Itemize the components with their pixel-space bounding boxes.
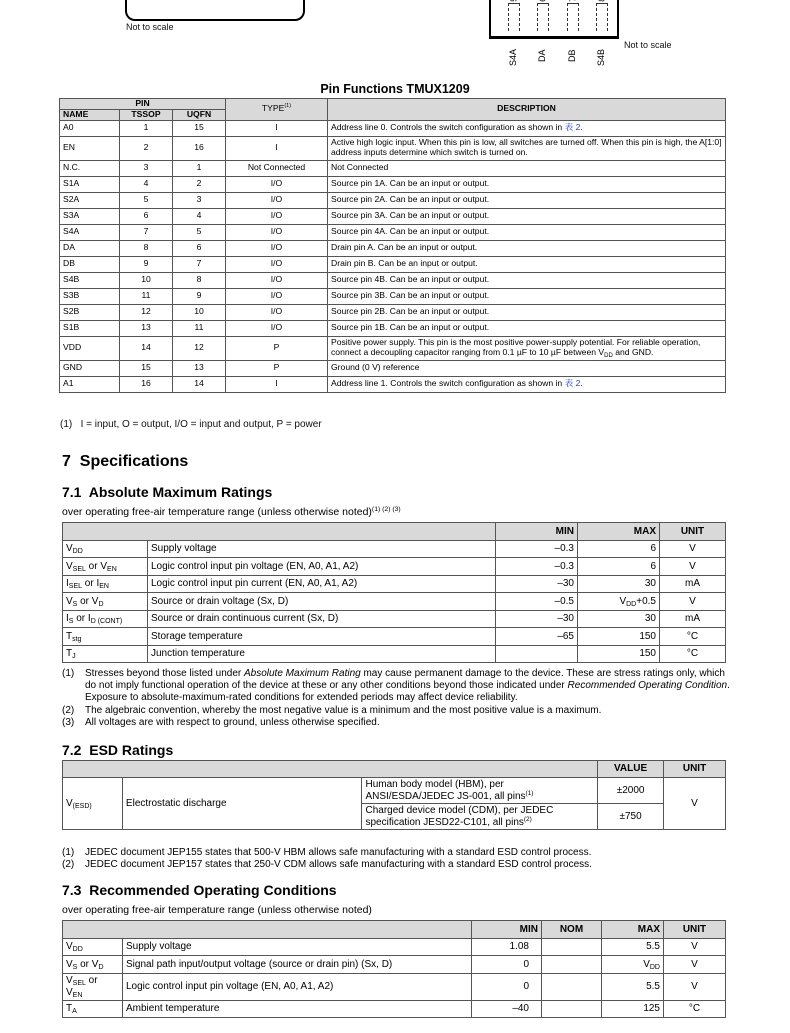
pin-type: I/O <box>226 288 328 304</box>
pin-description: Ground (0 V) reference <box>328 360 726 376</box>
pin-type: I/O <box>226 320 328 336</box>
unit: V <box>660 558 726 576</box>
nom-value <box>542 973 602 1000</box>
pin-leg-icon <box>596 3 608 31</box>
pin-type: I <box>226 136 328 160</box>
min-value: –0.5 <box>496 593 578 611</box>
package-diagram-left <box>125 0 305 21</box>
parameter: Logic control input pin current (EN, A0, A1, A2) <box>148 575 496 593</box>
pin-description: Source pin 2B. Can be an input or output. <box>328 304 726 320</box>
parameter: Storage temperature <box>148 628 496 646</box>
max-value: $V_{DD}+0.5$ <box>578 593 660 611</box>
parameter: Supply voltage <box>148 540 496 558</box>
pin-type: I/O <box>226 224 328 240</box>
table-row <box>60 240 726 256</box>
pin-uqfn: 4 <box>173 208 226 224</box>
pin-type: P <box>226 360 328 376</box>
symbol: $T_J$ <box>63 645 148 663</box>
symbol: $T_A$ <box>63 1000 123 1018</box>
footnote: (2) The algebraic convention, whereby the most negative value is a minimum and the most positive value is a maximum. <box>62 704 602 716</box>
unit: mA <box>660 610 726 628</box>
max-value: 150 <box>578 628 660 646</box>
table-link[interactable]: 表 2 <box>564 122 581 133</box>
footnote: (2) JEDEC document JEP157 states that 250-V CDM allows safe manufacturing with a standard ESD control process. <box>62 859 592 871</box>
not-to-scale-note-right: Not to scale <box>624 40 672 50</box>
section-heading-amr: 7.1 Absolute Maximum Ratings <box>62 484 273 500</box>
table-row <box>63 593 726 611</box>
pin-description: Source pin 2A. Can be an input or output. <box>328 192 726 208</box>
max-value: 125 <box>602 1000 664 1018</box>
header-nom: NOM <box>542 921 602 939</box>
pin-name: A1 <box>60 376 120 392</box>
pin-type: P <box>226 336 328 360</box>
amr-subtitle: over operating free-air temperature range (unless otherwise noted)$^{(1) (2) (3)}$ <box>62 506 401 518</box>
header-unit: UNIT <box>660 523 726 541</box>
pin-tssop: 13 <box>120 320 173 336</box>
pin-description: Not Connected <box>328 160 726 176</box>
roc-subtitle: over operating free-air temperature range (unless otherwise noted) <box>62 904 372 916</box>
pin-label-s4a: S4A <box>508 48 518 66</box>
table-row <box>60 256 726 272</box>
max-value: 150 <box>578 645 660 663</box>
pin-functions-table <box>59 98 726 393</box>
pin-tssop: 4 <box>120 176 173 192</box>
table-row <box>63 778 726 804</box>
pin-type: I <box>226 376 328 392</box>
max-value: 30 <box>578 610 660 628</box>
parameter: Logic control input pin voltage (EN, A0, A1, A2) <box>148 558 496 576</box>
pin-name: EN <box>60 136 120 160</box>
absolute-maximum-ratings-table <box>62 522 726 663</box>
symbol: $T_{stg}$ <box>63 628 148 646</box>
header-min: MIN <box>496 523 578 541</box>
header-min: MIN <box>472 921 542 939</box>
pin-description: Source pin 3A. Can be an input or output. <box>328 208 726 224</box>
unit: °C <box>660 628 726 646</box>
table-row <box>63 956 726 974</box>
parameter: Ambient temperature <box>123 1000 472 1018</box>
pin-uqfn: 2 <box>173 176 226 192</box>
pin-name: DB <box>60 256 120 272</box>
parameter: Logic control input pin voltage (EN, A0, A1, A2) <box>123 973 472 1000</box>
table-row <box>60 192 726 208</box>
pin-description: Source pin 3B. Can be an input or output. <box>328 288 726 304</box>
footnote: (1) Stresses beyond those listed under Absolute Maximum Rating may cause permanent damage to the device. These are stress ratings only, which do not imply functional operation of the device at these or any other conditions beyond those indicated under Recommended Operating Condition. Exposure to absolute-maximum-rated conditions for extended periods may affect device reliability. <box>62 668 730 704</box>
unit: V <box>660 593 726 611</box>
pin-leg-icon <box>567 3 579 31</box>
esd-condition: Charged device model (CDM), per JEDEC specification JESD22-C101, all pins$^{(2)}$ <box>362 804 598 830</box>
esd-footnotes <box>62 847 732 871</box>
esd-value: ±2000 <box>598 778 664 804</box>
pin-description: Positive power supply. This pin is the most positive power-supply potential. For reliable operation, connect a decoupling capacitor ranging from 0.1 µF to 10 µF between $V_{DD}$ and GND. <box>328 336 726 360</box>
pin-tssop: 10 <box>120 272 173 288</box>
nom-value <box>542 938 602 956</box>
nom-value <box>542 1000 602 1018</box>
pin-type: I/O <box>226 208 328 224</box>
min-value: 1.08 <box>472 938 542 956</box>
pin-tssop: 5 <box>120 192 173 208</box>
table-row <box>63 610 726 628</box>
pin-name: S3A <box>60 208 120 224</box>
pin-tssop: 16 <box>120 376 173 392</box>
pin-uqfn: 8 <box>173 272 226 288</box>
pin-name: N.C. <box>60 160 120 176</box>
min-value: 0 <box>472 973 542 1000</box>
pin-label-db: DB <box>567 49 577 62</box>
pin-name: S1B <box>60 320 120 336</box>
table-row <box>63 938 726 956</box>
pin-name: VDD <box>60 336 120 360</box>
pin-tssop: 9 <box>120 256 173 272</box>
table-row <box>60 176 726 192</box>
amr-footnotes <box>62 668 732 729</box>
min-value: –30 <box>496 610 578 628</box>
parameter: Source or drain voltage (Sx, D) <box>148 593 496 611</box>
pin-name: S1A <box>60 176 120 192</box>
pin-type: I/O <box>226 240 328 256</box>
pin-uqfn: 7 <box>173 256 226 272</box>
pin-description: Source pin 1B. Can be an input or output. <box>328 320 726 336</box>
table-row <box>60 136 726 160</box>
esd-symbol: $V_{(ESD)}$ <box>63 778 123 830</box>
pin-type: I/O <box>226 256 328 272</box>
pin-name: A0 <box>60 120 120 136</box>
unit: °C <box>660 645 726 663</box>
footnote: (1) JEDEC document JEP155 states that 500-V HBM allows safe manufacturing with a standard ESD control process. <box>62 847 592 858</box>
pin-functions-title: Pin Functions TMUX1209 <box>320 82 470 96</box>
max-value: 6 <box>578 540 660 558</box>
min-value: –40 <box>472 1000 542 1018</box>
header-max: MAX <box>602 921 664 939</box>
pin-uqfn: 16 <box>173 136 226 160</box>
min-value: –0.3 <box>496 558 578 576</box>
pin-tssop: 2 <box>120 136 173 160</box>
table-row <box>63 628 726 646</box>
pin-description: Address line 1. Controls the switch configuration as shown in 表 2. <box>328 376 726 392</box>
pin-leg-icon <box>508 3 520 31</box>
table-link[interactable]: 表 2 <box>564 378 581 389</box>
pin-leg-icon <box>537 3 549 31</box>
symbol: $V_{SEL}$ or $V_{EN}$ <box>63 973 123 1000</box>
pin-description: Drain pin B. Can be an input or output. <box>328 256 726 272</box>
pin-label-da: DA <box>537 49 547 62</box>
pin-uqfn: 13 <box>173 360 226 376</box>
table-row <box>63 973 726 1000</box>
max-value: 6 <box>578 558 660 576</box>
footnote: (3) All voltages are with respect to ground, unless otherwise specified. <box>62 716 380 728</box>
pin-uqfn: 3 <box>173 192 226 208</box>
esd-unit: V <box>664 778 726 830</box>
pin-description: Active high logic input. When this pin is low, all switches are turned off. When this pin is high, the A[1:0] address inputs determine which switch is turned on. <box>328 136 726 160</box>
pin-type: I <box>226 120 328 136</box>
pin-description: Source pin 1A. Can be an input or output. <box>328 176 726 192</box>
table-row <box>60 224 726 240</box>
pin-name: S2A <box>60 192 120 208</box>
pin-tssop: 8 <box>120 240 173 256</box>
min-value: –65 <box>496 628 578 646</box>
symbol: $V_S$ or $V_D$ <box>63 593 148 611</box>
pin-tssop: 11 <box>120 288 173 304</box>
header-pin: PIN <box>60 99 226 110</box>
unit: mA <box>660 575 726 593</box>
table-row <box>60 272 726 288</box>
table-row <box>60 120 726 136</box>
max-value: $V_{DD}$ <box>602 956 664 974</box>
esd-ratings-table <box>62 760 726 830</box>
table-row <box>60 288 726 304</box>
pin-description: Address line 0. Controls the switch configuration as shown in 表 2. <box>328 120 726 136</box>
pin-uqfn: 1 <box>173 160 226 176</box>
pin-tssop: 14 <box>120 336 173 360</box>
recommended-operating-conditions-table <box>62 920 726 1018</box>
pin-name: GND <box>60 360 120 376</box>
header-tssop: TSSOP <box>120 109 173 120</box>
pin-type: I/O <box>226 192 328 208</box>
section-heading-specifications: 7 Specifications <box>62 453 189 470</box>
pin-tssop: 7 <box>120 224 173 240</box>
pin-type: Not Connected <box>226 160 328 176</box>
pin-name: S2B <box>60 304 120 320</box>
pin-name: S4A <box>60 224 120 240</box>
pin-label-s4b: S4B <box>596 48 606 66</box>
parameter: Source or drain continuous current (Sx, D) <box>148 610 496 628</box>
header-value: VALUE <box>598 761 664 778</box>
pin-uqfn: 12 <box>173 336 226 360</box>
table-row <box>60 208 726 224</box>
esd-parameter: Electrostatic discharge <box>122 778 362 830</box>
pin-tssop: 6 <box>120 208 173 224</box>
pin-uqfn: 10 <box>173 304 226 320</box>
pin-name: S4B <box>60 272 120 288</box>
header-unit: UNIT <box>664 761 726 778</box>
table-row <box>63 1000 726 1018</box>
table-row <box>63 540 726 558</box>
table-row <box>60 304 726 320</box>
pin-type: I/O <box>226 304 328 320</box>
symbol: $V_{SEL}$ or $V_{EN}$ <box>63 558 148 576</box>
pin-tssop: 1 <box>120 120 173 136</box>
not-to-scale-note-left: Not to scale <box>126 22 174 32</box>
header-max: MAX <box>578 523 660 541</box>
package-diagram-right <box>489 0 619 39</box>
symbol: $V_{DD}$ <box>63 938 123 956</box>
section-heading-esd: 7.2 ESD Ratings <box>62 742 174 758</box>
header-type: TYPE$^{(1)}$ <box>226 99 328 121</box>
pin-description: Drain pin A. Can be an input or output. <box>328 240 726 256</box>
pin-type: I/O <box>226 272 328 288</box>
min-value <box>496 645 578 663</box>
table-row <box>60 160 726 176</box>
header-name: NAME <box>60 109 120 120</box>
unit: V <box>664 938 726 956</box>
header-uqfn: UQFN <box>173 109 226 120</box>
min-value: 0 <box>472 956 542 974</box>
pin-description: Source pin 4B. Can be an input or output. <box>328 272 726 288</box>
table-row <box>60 376 726 392</box>
pin-tssop: 12 <box>120 304 173 320</box>
table-row <box>63 575 726 593</box>
unit: °C <box>664 1000 726 1018</box>
max-value: 5.5 <box>602 938 664 956</box>
min-value: –0.3 <box>496 540 578 558</box>
symbol: $I_{SEL}$ or $I_{EN}$ <box>63 575 148 593</box>
pin-description: Source pin 4A. Can be an input or output. <box>328 224 726 240</box>
pin-uqfn: 15 <box>173 120 226 136</box>
esd-condition: Human body model (HBM), per ANSI/ESDA/JEDEC JS-001, all pins$^{(1)}$ <box>362 778 598 804</box>
table-row <box>60 360 726 376</box>
pin-uqfn: 9 <box>173 288 226 304</box>
pin-uqfn: 14 <box>173 376 226 392</box>
pin-uqfn: 11 <box>173 320 226 336</box>
pin-table-footnote: (1) I = input, O = output, I/O = input and output, P = power <box>60 419 322 430</box>
table-row <box>63 558 726 576</box>
pin-tssop: 3 <box>120 160 173 176</box>
header-description: DESCRIPTION <box>328 99 726 121</box>
unit: V <box>664 973 726 1000</box>
parameter: Signal path input/output voltage (source or drain pin) (Sx, D) <box>123 956 472 974</box>
pin-tssop: 15 <box>120 360 173 376</box>
max-value: 30 <box>578 575 660 593</box>
pin-type: I/O <box>226 176 328 192</box>
max-value: 5.5 <box>602 973 664 1000</box>
symbol: $V_S$ or $V_D$ <box>63 956 123 974</box>
nom-value <box>542 956 602 974</box>
section-heading-roc: 7.3 Recommended Operating Conditions <box>62 882 337 898</box>
table-row <box>63 645 726 663</box>
pin-uqfn: 5 <box>173 224 226 240</box>
symbol: $I_S$ or $I_{D (CONT)}$ <box>63 610 148 628</box>
unit: V <box>660 540 726 558</box>
table-row <box>60 336 726 360</box>
symbol: $V_{DD}$ <box>63 540 148 558</box>
header-unit: UNIT <box>664 921 726 939</box>
unit: V <box>664 956 726 974</box>
pin-name: S3B <box>60 288 120 304</box>
table-row <box>60 320 726 336</box>
min-value: –30 <box>496 575 578 593</box>
esd-value: ±750 <box>598 804 664 830</box>
parameter: Supply voltage <box>123 938 472 956</box>
pin-name: DA <box>60 240 120 256</box>
parameter: Junction temperature <box>148 645 496 663</box>
pin-uqfn: 6 <box>173 240 226 256</box>
